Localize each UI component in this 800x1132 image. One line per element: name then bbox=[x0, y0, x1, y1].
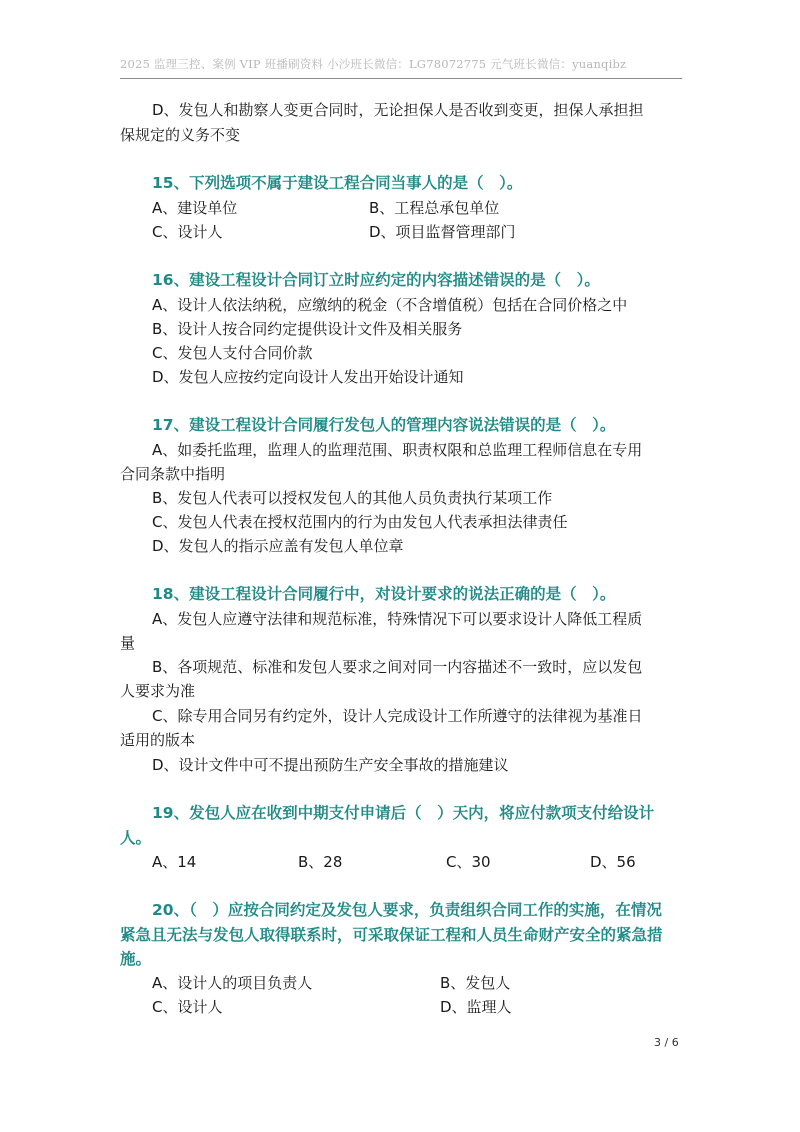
q19-option-d: D、56 bbox=[590, 853, 636, 871]
q20-option-a: A、设计人的项目负责人 bbox=[152, 974, 313, 992]
q18-option-c-line2: 适用的版本 bbox=[120, 731, 196, 749]
question-15: 15、下列选项不属于建设工程合同当事人的是（ ）。 bbox=[152, 174, 523, 192]
q15-option-a: A、建设单位 bbox=[152, 199, 238, 217]
q18-option-c-line1: C、除专用合同另有约定外，设计人完成设计工作所遵守的法律视为基准日 bbox=[152, 707, 643, 725]
q20-option-d: D、监理人 bbox=[440, 998, 512, 1016]
q19-option-a: A、14 bbox=[152, 853, 197, 871]
q16-option-a: A、设计人依法纳税，应缴纳的税金（不含增值税）包括在合同价格之中 bbox=[152, 296, 628, 314]
q17-option-d: D、发包人的指示应盖有发包人单位章 bbox=[152, 537, 404, 555]
q20-option-c: C、设计人 bbox=[152, 998, 223, 1016]
q16-option-c: C、发包人支付合同价款 bbox=[152, 344, 313, 362]
q18-option-a-line2: 量 bbox=[120, 634, 136, 652]
q18-option-a-line1: A、发包人应遵守法律和规范标准，特殊情况下可以要求设计人降低工程质 bbox=[152, 610, 643, 628]
question-20-line1: 20、（ ）应按合同约定及发包人要求，负责组织合同工作的实施，在情况 bbox=[152, 901, 662, 919]
q18-option-b-line2: 人要求为准 bbox=[120, 682, 196, 700]
page-number: 3 / 6 bbox=[654, 1036, 679, 1049]
question-20-line3: 施。 bbox=[120, 950, 152, 968]
question-16: 16、建设工程设计合同订立时应约定的内容描述错误的是（ ）。 bbox=[152, 271, 600, 289]
q15-option-c: C、设计人 bbox=[152, 223, 223, 241]
q16-option-b: B、设计人按合同约定提供设计文件及相关服务 bbox=[152, 320, 463, 338]
q17-option-b: B、发包人代表可以授权发包人的其他人员负责执行某项工作 bbox=[152, 489, 553, 507]
q17-option-c: C、发包人代表在授权范围内的行为由发包人代表承担法律责任 bbox=[152, 513, 568, 531]
page-header-watermark: 2025 监理三控、案例 VIP 班播刷资料 小沙班长微信：LG78072775 元气班长微信：yuanqibz bbox=[120, 57, 627, 71]
q15-option-d: D、项目监督管理部门 bbox=[369, 223, 516, 241]
question-19-line2: 人。 bbox=[120, 829, 152, 847]
q19-option-c: C、30 bbox=[446, 853, 491, 871]
q16-option-d: D、发包人应按约定向设计人发出开始设计通知 bbox=[152, 368, 464, 386]
question-20-line2: 紧急且无法与发包人取得联系时，可采取保证工程和人员生命财产安全的紧急措 bbox=[120, 926, 663, 944]
q18-option-b-line1: B、各项规范、标准和发包人要求之间对同一内容描述不一致时，应以发包 bbox=[152, 658, 643, 676]
question-17: 17、建设工程设计合同履行发包人的管理内容说法错误的是（ ）。 bbox=[152, 416, 616, 434]
q17-option-a-line2: 合同条款中指明 bbox=[120, 465, 226, 483]
header-divider bbox=[120, 78, 682, 79]
question-18: 18、建设工程设计合同履行中，对设计要求的说法正确的是（ ）。 bbox=[152, 585, 616, 603]
question-19-line1: 19、发包人应在收到中期支付申请后（ ）天内，将应付款项支付给设计 bbox=[152, 804, 655, 822]
q15-option-b: B、工程总承包单位 bbox=[369, 199, 500, 217]
q19-option-b: B、28 bbox=[298, 853, 343, 871]
q17-option-a-line1: A、如委托监理，监理人的监理范围、职责权限和总监理工程师信息在专用 bbox=[152, 441, 643, 459]
q20-option-b: B、发包人 bbox=[440, 974, 511, 992]
prev-option-d-line1: D、发包人和勘察人变更合同时，无论担保人是否收到变更，担保人承担担 bbox=[152, 101, 644, 119]
q18-option-d: D、设计文件中可不提出预防生产安全事故的措施建议 bbox=[152, 756, 509, 774]
prev-option-d-line2: 保规定的义务不变 bbox=[120, 126, 241, 144]
